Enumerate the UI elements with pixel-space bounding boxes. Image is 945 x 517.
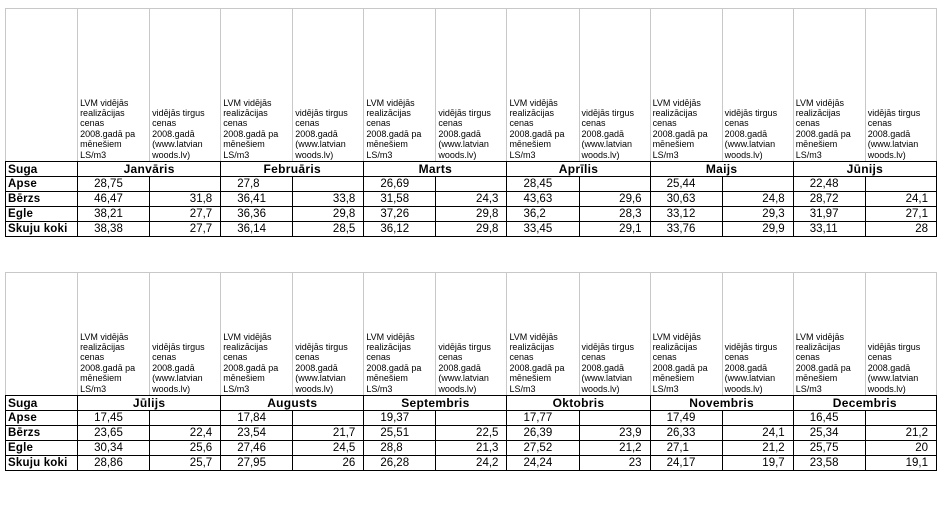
- lvm-price-cell: 33,45: [507, 222, 579, 237]
- species-name: Apse: [6, 411, 78, 426]
- species-name: Skuju koki: [6, 222, 78, 237]
- header-market: vidējās tirgus cenas 2008.gadā (www.latvian woods.lv): [722, 9, 793, 162]
- lvm-price-cell: 25,34: [793, 426, 865, 441]
- market-price-cell: 22,5: [436, 426, 507, 441]
- lvm-price-cell: 17,45: [78, 411, 150, 426]
- header-market: vidējās tirgus cenas 2008.gadā (www.latvian woods.lv): [150, 273, 221, 396]
- lvm-price-cell: 27,8: [221, 177, 293, 192]
- lvm-price-cell: 36,14: [221, 222, 293, 237]
- species-name: Egle: [6, 441, 78, 456]
- market-price-cell: 26: [293, 456, 364, 471]
- header-market: vidējās tirgus cenas 2008.gadā (www.latvian woods.lv): [293, 273, 364, 396]
- lvm-price-cell: 27,1: [650, 441, 722, 456]
- market-price-cell: 29,9: [722, 222, 793, 237]
- lvm-price-cell: 30,34: [78, 441, 150, 456]
- market-price-cell: 27,7: [150, 207, 221, 222]
- market-price-cell: 20: [865, 441, 936, 456]
- lvm-price-cell: 31,58: [364, 192, 436, 207]
- header-lvm: LVM vidējās realizācijas cenas 2008.gadā pa mēnešiem LS/m3: [78, 273, 150, 396]
- lvm-price-cell: 28,72: [793, 192, 865, 207]
- market-price-cell: 27,1: [865, 207, 936, 222]
- market-price-cell: [293, 177, 364, 192]
- lvm-price-cell: 37,26: [364, 207, 436, 222]
- market-price-cell: 21,2: [579, 441, 650, 456]
- lvm-price-cell: 33,76: [650, 222, 722, 237]
- month-header: Janvāris: [78, 162, 221, 177]
- header-corner: [6, 9, 78, 162]
- market-price-cell: 21,2: [865, 426, 936, 441]
- lvm-price-cell: 28,75: [78, 177, 150, 192]
- lvm-price-cell: 17,49: [650, 411, 722, 426]
- header-lvm: LVM vidējās realizācijas cenas 2008.gadā pa mēnešiem LS/m3: [364, 9, 436, 162]
- header-market: vidējās tirgus cenas 2008.gadā (www.latvian woods.lv): [150, 9, 221, 162]
- lvm-price-cell: 30,63: [650, 192, 722, 207]
- lvm-price-cell: 36,36: [221, 207, 293, 222]
- market-price-cell: 29,8: [436, 222, 507, 237]
- market-price-cell: 29,6: [579, 192, 650, 207]
- market-price-cell: 29,8: [436, 207, 507, 222]
- header-market: vidējās tirgus cenas 2008.gadā (www.latvian woods.lv): [579, 9, 650, 162]
- lvm-price-cell: 16,45: [793, 411, 865, 426]
- market-price-cell: 33,8: [293, 192, 364, 207]
- market-price-cell: [722, 177, 793, 192]
- market-price-cell: 21,2: [722, 441, 793, 456]
- table-row: [6, 177, 937, 192]
- market-price-cell: [436, 411, 507, 426]
- header-lvm: LVM vidējās realizācijas cenas 2008.gadā pa mēnešiem LS/m3: [221, 273, 293, 396]
- lvm-price-cell: 19,37: [364, 411, 436, 426]
- month-header: Marts: [364, 162, 507, 177]
- lvm-price-cell: 23,54: [221, 426, 293, 441]
- month-header: Novembris: [650, 396, 793, 411]
- header-lvm: LVM vidējās realizācijas cenas 2008.gadā pa mēnešiem LS/m3: [793, 9, 865, 162]
- lvm-price-cell: 28,86: [78, 456, 150, 471]
- market-price-cell: 23,9: [579, 426, 650, 441]
- species-name: Egle: [6, 207, 78, 222]
- market-price-cell: 29,8: [293, 207, 364, 222]
- header-market: vidējās tirgus cenas 2008.gadā (www.latvian woods.lv): [579, 273, 650, 396]
- header-market: vidējās tirgus cenas 2008.gadā (www.latvian woods.lv): [293, 9, 364, 162]
- species-name: Bērzs: [6, 426, 78, 441]
- price-table-jan-jun: [5, 8, 937, 237]
- market-price-cell: 29,3: [722, 207, 793, 222]
- header-market: vidējās tirgus cenas 2008.gadā (www.latvian woods.lv): [865, 273, 936, 396]
- table-row: [6, 456, 937, 471]
- header-lvm: LVM vidējās realizācijas cenas 2008.gadā pa mēnešiem LS/m3: [364, 273, 436, 396]
- header-lvm: LVM vidējās realizācijas cenas 2008.gadā pa mēnešiem LS/m3: [650, 273, 722, 396]
- month-header: Februāris: [221, 162, 364, 177]
- month-row: [6, 162, 937, 177]
- header-market: vidējās tirgus cenas 2008.gadā (www.latvian woods.lv): [865, 9, 936, 162]
- table-row: [6, 441, 937, 456]
- header-market: vidējās tirgus cenas 2008.gadā (www.latvian woods.lv): [436, 9, 507, 162]
- lvm-price-cell: 22,48: [793, 177, 865, 192]
- market-price-cell: [293, 411, 364, 426]
- suga-label: Suga: [6, 162, 78, 177]
- market-price-cell: 25,7: [150, 456, 221, 471]
- lvm-price-cell: 36,41: [221, 192, 293, 207]
- month-header: Jūnijs: [793, 162, 936, 177]
- species-name: Bērzs: [6, 192, 78, 207]
- species-name: Apse: [6, 177, 78, 192]
- month-header: Augusts: [221, 396, 364, 411]
- lvm-price-cell: 28,8: [364, 441, 436, 456]
- market-price-cell: 23: [579, 456, 650, 471]
- lvm-price-cell: 43,63: [507, 192, 579, 207]
- lvm-price-cell: 28,45: [507, 177, 579, 192]
- market-price-cell: 31,8: [150, 192, 221, 207]
- lvm-price-cell: 24,24: [507, 456, 579, 471]
- market-price-cell: [865, 411, 936, 426]
- market-price-cell: 24,2: [436, 456, 507, 471]
- header-lvm: LVM vidējās realizācijas cenas 2008.gadā pa mēnešiem LS/m3: [78, 9, 150, 162]
- market-price-cell: [579, 177, 650, 192]
- market-price-cell: [436, 177, 507, 192]
- table-row: [6, 207, 937, 222]
- lvm-price-cell: 26,39: [507, 426, 579, 441]
- market-price-cell: 21,7: [293, 426, 364, 441]
- lvm-price-cell: 23,65: [78, 426, 150, 441]
- market-price-cell: 25,6: [150, 441, 221, 456]
- table-row: [6, 426, 937, 441]
- market-price-cell: [150, 411, 221, 426]
- lvm-price-cell: 36,12: [364, 222, 436, 237]
- month-header: Septembris: [364, 396, 507, 411]
- lvm-price-cell: 26,69: [364, 177, 436, 192]
- lvm-price-cell: 17,77: [507, 411, 579, 426]
- market-price-cell: 24,8: [722, 192, 793, 207]
- header-lvm: LVM vidējās realizācijas cenas 2008.gadā pa mēnešiem LS/m3: [507, 273, 579, 396]
- header-row: [6, 9, 937, 162]
- month-header: Oktobris: [507, 396, 650, 411]
- table-row: [6, 411, 937, 426]
- lvm-price-cell: 31,97: [793, 207, 865, 222]
- header-lvm: LVM vidējās realizācijas cenas 2008.gadā pa mēnešiem LS/m3: [507, 9, 579, 162]
- month-header: Jūlijs: [78, 396, 221, 411]
- month-row: [6, 396, 937, 411]
- lvm-price-cell: 24,17: [650, 456, 722, 471]
- month-header: Decembris: [793, 396, 936, 411]
- header-row: [6, 273, 937, 396]
- species-name: Skuju koki: [6, 456, 78, 471]
- lvm-price-cell: 33,12: [650, 207, 722, 222]
- market-price-cell: [579, 411, 650, 426]
- market-price-cell: 19,7: [722, 456, 793, 471]
- market-price-cell: 19,1: [865, 456, 936, 471]
- lvm-price-cell: 25,75: [793, 441, 865, 456]
- suga-label: Suga: [6, 396, 78, 411]
- market-price-cell: 24,3: [436, 192, 507, 207]
- price-table-jul-dec: [5, 272, 937, 471]
- lvm-price-cell: 27,46: [221, 441, 293, 456]
- market-price-cell: [722, 411, 793, 426]
- table-row: [6, 192, 937, 207]
- market-price-cell: [865, 177, 936, 192]
- lvm-price-cell: 27,52: [507, 441, 579, 456]
- lvm-price-cell: 38,21: [78, 207, 150, 222]
- table-row: [6, 222, 937, 237]
- market-price-cell: 28: [865, 222, 936, 237]
- market-price-cell: 28,5: [293, 222, 364, 237]
- lvm-price-cell: 25,51: [364, 426, 436, 441]
- header-lvm: LVM vidējās realizācijas cenas 2008.gadā pa mēnešiem LS/m3: [793, 273, 865, 396]
- lvm-price-cell: 36,2: [507, 207, 579, 222]
- lvm-price-cell: 17,84: [221, 411, 293, 426]
- lvm-price-cell: 25,44: [650, 177, 722, 192]
- market-price-cell: 29,1: [579, 222, 650, 237]
- header-market: vidējās tirgus cenas 2008.gadā (www.latvian woods.lv): [722, 273, 793, 396]
- header-lvm: LVM vidējās realizācijas cenas 2008.gadā pa mēnešiem LS/m3: [221, 9, 293, 162]
- month-header: Maijs: [650, 162, 793, 177]
- market-price-cell: 27,7: [150, 222, 221, 237]
- lvm-price-cell: 27,95: [221, 456, 293, 471]
- market-price-cell: [150, 177, 221, 192]
- market-price-cell: 21,3: [436, 441, 507, 456]
- market-price-cell: 24,1: [865, 192, 936, 207]
- month-header: Aprīlis: [507, 162, 650, 177]
- market-price-cell: 28,3: [579, 207, 650, 222]
- lvm-price-cell: 26,28: [364, 456, 436, 471]
- market-price-cell: 22,4: [150, 426, 221, 441]
- lvm-price-cell: 38,38: [78, 222, 150, 237]
- lvm-price-cell: 46,47: [78, 192, 150, 207]
- header-lvm: LVM vidējās realizācijas cenas 2008.gadā pa mēnešiem LS/m3: [650, 9, 722, 162]
- header-corner: [6, 273, 78, 396]
- header-market: vidējās tirgus cenas 2008.gadā (www.latvian woods.lv): [436, 273, 507, 396]
- market-price-cell: 24,5: [293, 441, 364, 456]
- lvm-price-cell: 23,58: [793, 456, 865, 471]
- lvm-price-cell: 26,33: [650, 426, 722, 441]
- market-price-cell: 24,1: [722, 426, 793, 441]
- lvm-price-cell: 33,11: [793, 222, 865, 237]
